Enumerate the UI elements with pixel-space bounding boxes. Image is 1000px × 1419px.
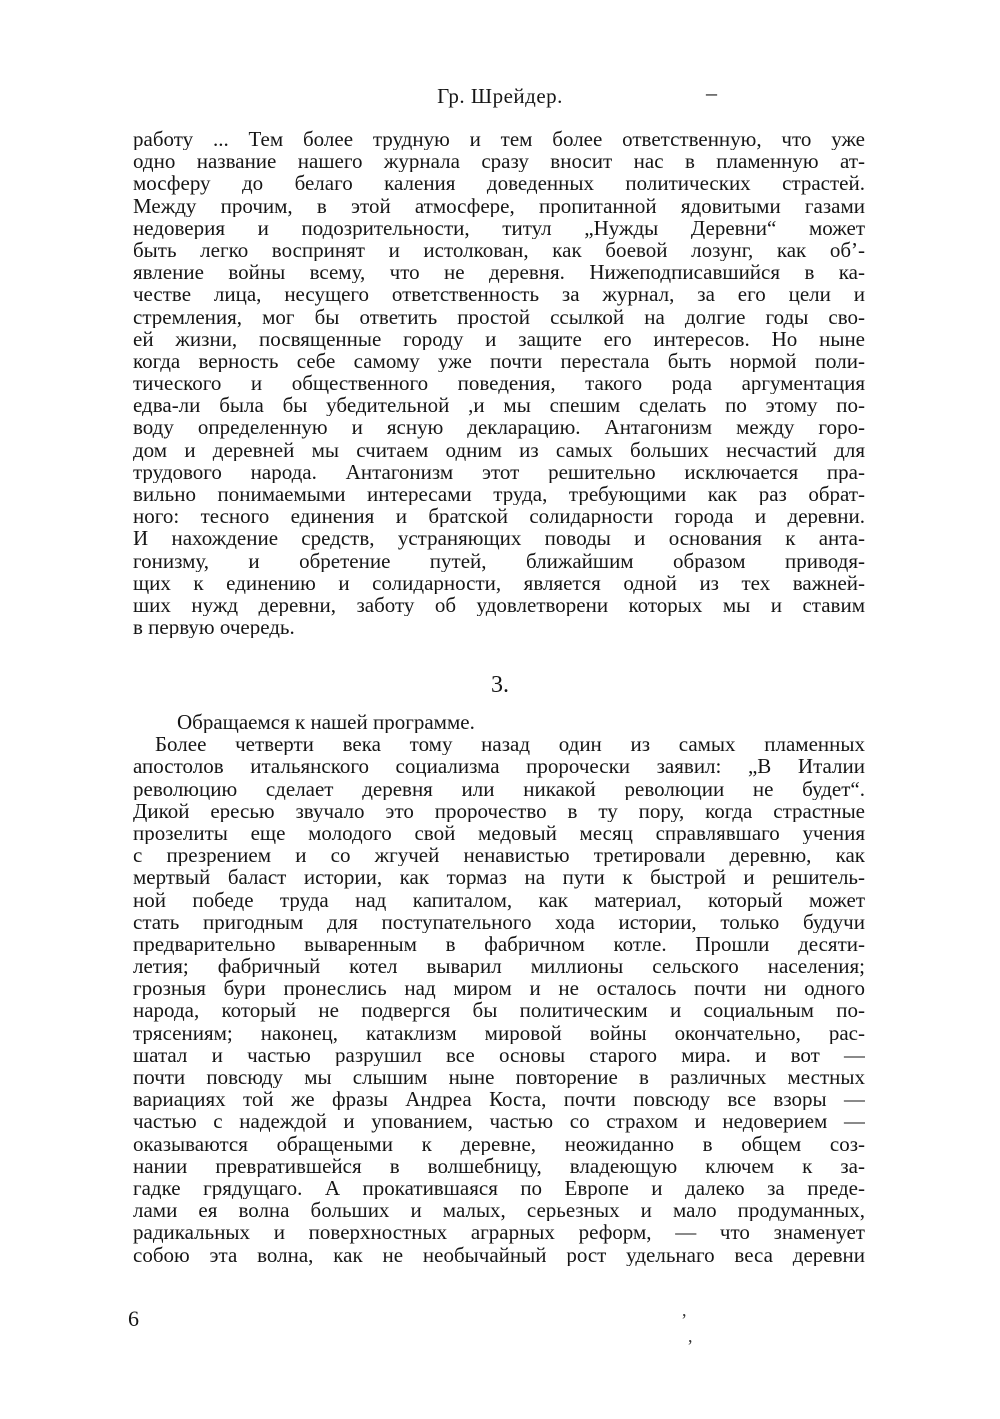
text-line: с презрением и со жгучей ненавистью третировали деревню, как: [133, 844, 865, 867]
running-head: Гр. Шрейдер.: [437, 84, 563, 108]
text-line: шатал и частью разрушил все основы старого мира. и вот —: [133, 1043, 865, 1066]
header-dash: –: [706, 80, 717, 105]
text-line: Дикой ересью звучало это пророчество в ту пору, когда страстные: [133, 799, 865, 822]
text-line: нании превратившейся в волшебницу, владеющую ключем к за-: [133, 1154, 865, 1177]
text-line: трудового народа. Антагонизм этот решительно исключается пра-: [133, 460, 865, 483]
text-line: гадке грядущаго. А прокатившаяся по Европе и далеко за преде-: [133, 1176, 865, 1200]
text-line: дом и деревней мы считаем одним из самых больших несчастий для: [133, 438, 865, 461]
text-line: едва-ли была бы убедительной ,и мы спешим сделать по этому по-: [133, 394, 865, 417]
text-line: быть легко воспринят и истолкован, как боевой лозунг, как об’-: [133, 238, 865, 262]
text-line: недоверия и подозрительности, титул „Нужды Деревни“ может: [133, 216, 865, 239]
text-line: тического и общественного поведения, такого рода аргументация: [133, 372, 865, 395]
text-line: в первую очередь.: [133, 616, 295, 639]
text-line: трясениям; наконец, катаклизм мировой войны окончательно, рас-: [133, 1021, 865, 1044]
text-line: радикальных и поверхностных аграрных реформ, — что знаменует: [133, 1221, 865, 1244]
text-line: ей жизни, посвященные городу и защите его интересов. Но ныне: [133, 327, 865, 350]
text-line: частью с надеждой и упованием, частью со страхом и недоверием —: [133, 1110, 865, 1133]
page-number: 6: [128, 1306, 139, 1331]
text-line: народа, который не подвергся бы политическим и социальным по-: [133, 999, 865, 1022]
section-number: 3.: [491, 672, 509, 698]
text-line: честве лица, несущего ответственность за журнал, за его цели и: [133, 283, 865, 306]
paragraph-block-1: [133, 128, 865, 638]
text-line: мертвый баласт истории, как тормаз на пути к быстрой и решитель-: [133, 866, 865, 889]
text-line: собою эта волна, как не необычайный рост удельнаго веса деревни: [133, 1243, 865, 1266]
text-line: И нахождение средств, устраняющих поводы и основания к анта-: [133, 527, 865, 550]
text-line: оказываются обращеными к деревне, неожиданно в общем соз-: [133, 1132, 865, 1155]
text-line: вариациях той же фразы Андреа Коста, почти повсюду все взоры —: [133, 1088, 865, 1111]
text-line: прозелиты еще молодого свой медовый месяц справлявшаго учения: [133, 821, 865, 845]
text-line: предварительно вываренным в фабричном котле. Прошли десяти-: [133, 932, 865, 956]
text-line: воду определенную и ясную декларацию. Антагонизм между горо-: [133, 416, 865, 439]
text-line: щих к единению и солидарности, является одной из тех важней-: [133, 571, 865, 594]
text-line: ного: тесного единения и братской солидарности города и деревни.: [133, 505, 865, 528]
text-line: стать пригодным для поступательного хода истории, только будучи: [133, 910, 865, 933]
print-speck: ,: [688, 1326, 693, 1346]
text-line: ших нужд деревни, заботу об удовлетворени которых мы и ставим: [133, 593, 865, 617]
text-line: почти повсюду мы слышим ныне повторение в различных местных: [133, 1066, 865, 1089]
print-speck: ,: [682, 1300, 687, 1320]
text-line: Обращаемся к нашей программе.: [177, 711, 475, 734]
text-line: работу ... Тем более трудную и тем более ответственную, что уже: [133, 128, 865, 151]
text-line: Более четверти века тому назад один из самых пламенных: [155, 733, 865, 756]
text-line: летия; фабричный котел выварил миллионы сельского населения;: [133, 955, 865, 978]
text-line: одно название нашего журнала сразу вносит нас в пламенную ат-: [133, 150, 865, 173]
paragraph-block-2: [133, 711, 865, 1266]
text-line: гонизму, и обретение путей, ближайшим образом приводя-: [133, 549, 865, 572]
text-line: вильно понимаемыми интересами труда, требующими как раз обрат-: [133, 483, 865, 506]
text-line: мосферу до белаго каления доведенных политических страстей.: [133, 172, 865, 195]
text-line: когда верность себе самому уже почти перестала быть нормой поли-: [133, 349, 865, 373]
text-line: явление войны всему, что не деревня. Нижеподписавшийся в ка-: [133, 261, 865, 284]
text-line: грозныя бури пронеслись над миром и не осталось почти ни одного: [133, 977, 865, 1000]
text-line: апостолов итальянского социализма пророчески заявил: „В Италии: [133, 755, 865, 778]
text-line: Между прочим, в этой атмосфере, пропитанной ядовитыми газами: [133, 194, 865, 217]
text-line: революцию сделает деревня или никакой революции не будет“.: [133, 777, 865, 800]
text-line: лами ея волна больших и малых, серьезных и мало продуманных,: [133, 1199, 865, 1222]
text-line: ной победе труда над капиталом, как материал, который может: [133, 888, 865, 911]
text-line: стремления, мог бы ответить простой ссылкой на долгие годы сво-: [133, 305, 865, 328]
